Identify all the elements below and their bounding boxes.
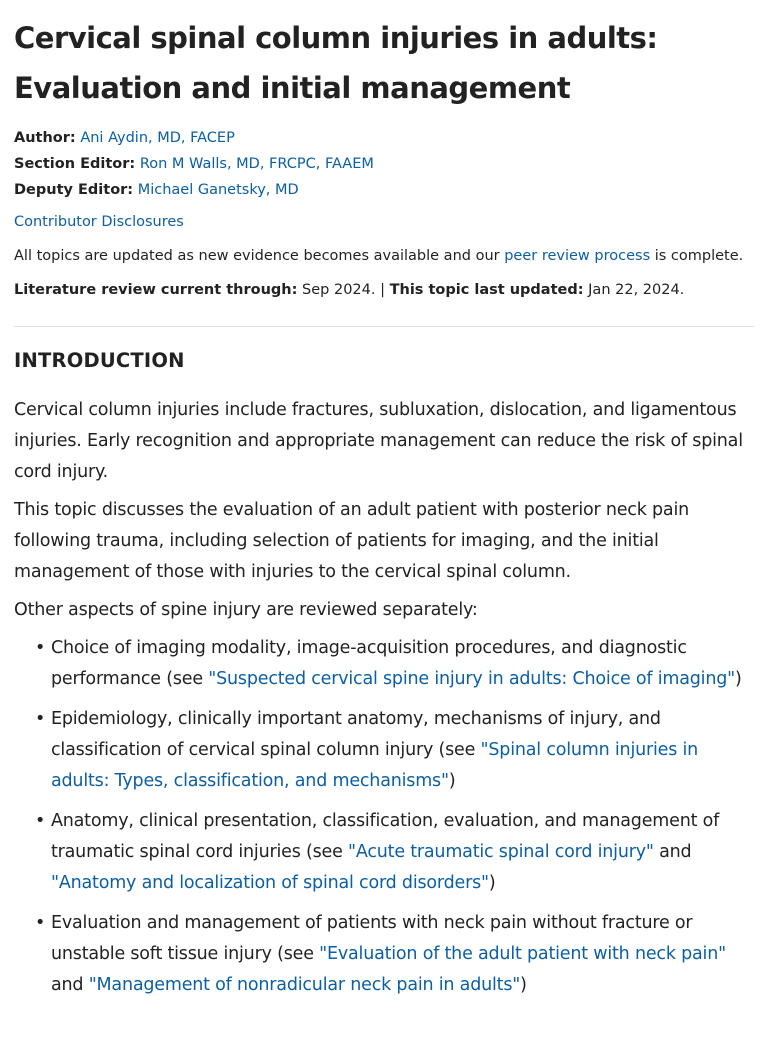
last-updated-label: This topic last updated: bbox=[389, 282, 584, 298]
list-item bbox=[35, 704, 754, 797]
update-note-text-before: All topics are updated as new evidence becomes available and our bbox=[14, 248, 505, 264]
intro-paragraph-2: This topic discusses the evaluation of an adult patient with posterior neck pain following trauma, including selection of patients for imaging, and the initial management of those with injuries to the cervical spinal column. bbox=[14, 500, 690, 582]
author-label: Author: bbox=[14, 130, 76, 146]
contributor-disclosures-link[interactable]: Contributor Disclosures bbox=[14, 214, 184, 230]
list-item-end: ) bbox=[448, 771, 456, 791]
update-note bbox=[14, 244, 754, 268]
deputy-editor-line bbox=[14, 177, 754, 203]
bullet-icon: • bbox=[35, 638, 46, 658]
list-item-text: Evaluation and management of patients with neck pain without fracture or unstable soft tissue injury (see bbox=[51, 913, 693, 964]
topic-link[interactable]: "Anatomy and localization of spinal cord disorders" bbox=[51, 873, 489, 893]
review-separator: | bbox=[375, 282, 390, 298]
topic-link[interactable]: "Acute traumatic spinal cord injury" bbox=[348, 842, 654, 862]
author-line bbox=[14, 125, 754, 151]
bullet-icon: • bbox=[35, 709, 46, 729]
topic-link[interactable]: "Management of nonradicular neck pain in adults" bbox=[88, 975, 521, 995]
divider bbox=[14, 326, 754, 327]
list-item-end: ) bbox=[488, 873, 496, 893]
update-note-text-after: is complete. bbox=[650, 248, 744, 264]
list-item-text: Epidemiology, clinically important anatomy, mechanisms of injury, and classification of cervical spinal column injury (see bbox=[51, 709, 661, 760]
list-item-text: Choice of imaging modality, image-acquisition procedures, and diagnostic performance (see bbox=[51, 638, 687, 689]
deputy-editor-label: Deputy Editor: bbox=[14, 182, 134, 198]
intro-paragraph-1: Cervical column injuries include fractures, subluxation, dislocation, and ligamentous injuries. Early recognition and appropriate management can reduce the risk of spinal cord injury. bbox=[14, 400, 743, 482]
list-item-text: Anatomy, clinical presentation, classification, evaluation, and management of traumatic spinal cord injuries (see bbox=[51, 811, 720, 862]
bullet-icon: • bbox=[35, 811, 46, 831]
list-item-mid: and bbox=[51, 975, 89, 995]
list-item-mid: and bbox=[653, 842, 692, 862]
deputy-editor-link[interactable]: Michael Ganetsky, MD bbox=[137, 182, 299, 198]
last-updated-date: Jan 22, 2024. bbox=[583, 282, 685, 298]
authors-block bbox=[14, 125, 754, 203]
section-heading-introduction: INTRODUCTION bbox=[14, 349, 185, 372]
contributor-disclosures-row bbox=[14, 209, 754, 235]
topic-link[interactable]: "Spinal column injuries in adults: Types, classification, and mechanisms" bbox=[51, 740, 699, 791]
section-editor-line bbox=[14, 151, 754, 177]
list-item bbox=[35, 633, 754, 695]
peer-review-process-link[interactable]: peer review process bbox=[504, 248, 651, 264]
author-link[interactable]: Ani Aydin, MD, FACEP bbox=[80, 130, 235, 146]
literature-review-label: Literature review current through: bbox=[14, 282, 298, 298]
intro-paragraph-3: Other aspects of spine injury are reviewed separately: bbox=[14, 600, 478, 620]
section-editor-label: Section Editor: bbox=[14, 156, 136, 172]
list-item-end: ) bbox=[735, 669, 742, 689]
section-editor-link[interactable]: Ron M Walls, MD, FRCPC, FAAEM bbox=[139, 156, 374, 172]
list-item-end: ) bbox=[520, 975, 527, 995]
topic-page bbox=[0, 13, 768, 1001]
review-dates bbox=[14, 278, 754, 302]
bullet-icon: • bbox=[35, 913, 46, 933]
topic-link[interactable]: "Evaluation of the adult patient with neck pain" bbox=[319, 944, 726, 964]
list-item bbox=[35, 806, 754, 899]
list-item bbox=[35, 908, 754, 1001]
page-title: Cervical spinal column injuries in adults: Evaluation and initial management bbox=[14, 21, 658, 105]
topic-link[interactable]: "Suspected cervical spine injury in adults: Choice of imaging" bbox=[208, 669, 735, 689]
literature-review-date: Sep 2024. bbox=[297, 282, 376, 298]
related-topics-list bbox=[14, 633, 754, 1001]
